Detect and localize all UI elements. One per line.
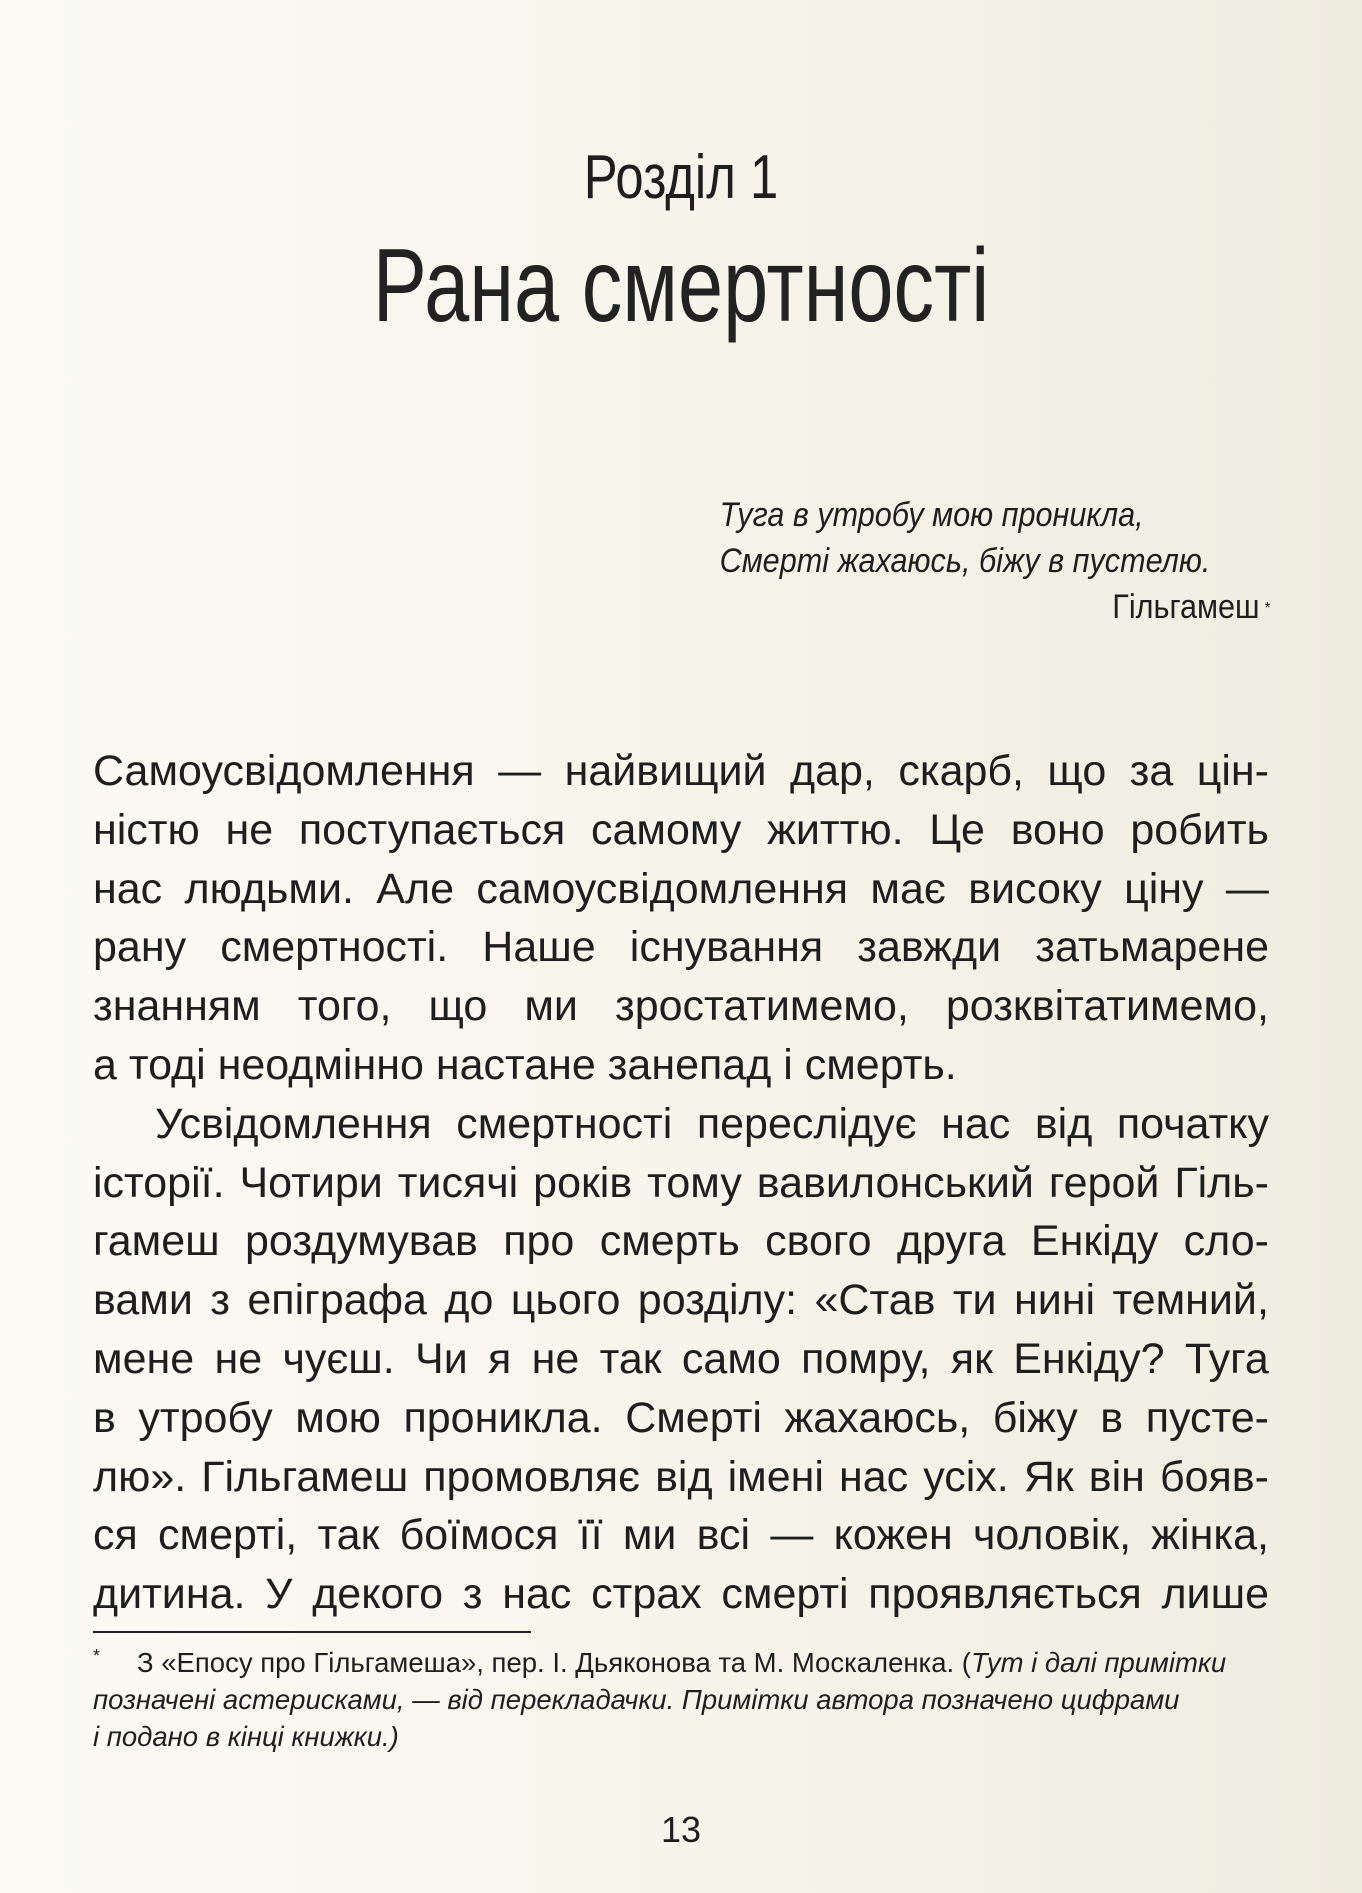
word: ми	[524, 982, 578, 1031]
word: я	[488, 1334, 512, 1383]
word: існування	[629, 923, 824, 972]
body-line	[93, 801, 1269, 860]
epigraph-author-name: Гільгамеш	[1112, 588, 1260, 626]
word: страх	[591, 1570, 702, 1619]
word: самоусвідомлення	[476, 864, 849, 913]
word: Туга	[1184, 1334, 1269, 1383]
word: з	[462, 1570, 483, 1619]
word: роздумував	[244, 1217, 478, 1266]
word: не	[531, 1334, 580, 1383]
word: промовляє	[423, 1452, 641, 1501]
word: найвищий	[564, 747, 767, 795]
word: за	[1129, 747, 1174, 795]
word: чуєш.	[282, 1334, 395, 1383]
body-line	[93, 918, 1269, 977]
epigraph-line: Смерті жахаюсь, біжу в пустелю.	[719, 542, 1211, 580]
word: «Став	[814, 1276, 936, 1325]
word: ми	[622, 1511, 677, 1560]
word: усіх.	[923, 1452, 1009, 1501]
word: цього	[510, 1276, 621, 1325]
word: —	[770, 1511, 814, 1560]
word: біжу	[992, 1393, 1078, 1442]
chapter-label: Розділ 1	[583, 143, 779, 212]
word: її	[578, 1511, 603, 1560]
body-line	[93, 1448, 1269, 1507]
word: не	[225, 805, 274, 854]
word: так	[317, 1511, 380, 1560]
word: само	[681, 1334, 781, 1383]
word: не	[214, 1334, 263, 1383]
word: історії.	[93, 1158, 225, 1207]
word: до	[444, 1276, 494, 1325]
footnote-note-italic: Тут і далі примітки	[970, 1647, 1227, 1678]
footnote-divider	[93, 1631, 531, 1633]
word: воно	[1010, 805, 1105, 854]
footnote-note-italic: і подано в кінці книжки.)	[93, 1721, 399, 1752]
word: смертності	[456, 1099, 673, 1148]
body-line	[93, 1095, 1269, 1154]
word: боїмося	[399, 1511, 559, 1560]
word: проникла.	[403, 1393, 603, 1442]
word: жахаюсь,	[784, 1393, 971, 1442]
word: ти	[952, 1276, 997, 1325]
word: переслідує	[696, 1099, 917, 1148]
word: ціну	[1124, 864, 1204, 913]
word: Гіль-	[1174, 1158, 1269, 1207]
body-line	[93, 742, 1269, 801]
word: життю.	[767, 805, 904, 854]
epigraph-line: Туга в утробу мою проникла,	[719, 496, 1144, 534]
word: що	[1047, 747, 1107, 795]
word: років	[533, 1158, 633, 1207]
word: У	[265, 1570, 293, 1619]
word: лю».	[93, 1452, 187, 1501]
footnote-line	[93, 1718, 1269, 1755]
word: в	[93, 1393, 116, 1442]
word: від	[655, 1452, 713, 1501]
body-line	[93, 1330, 1269, 1389]
word: свого	[765, 1217, 872, 1266]
word: з	[210, 1276, 230, 1325]
word: як	[950, 1334, 993, 1383]
word: —	[1225, 864, 1269, 913]
word: знанням	[93, 982, 261, 1031]
footnote-line	[93, 1681, 1269, 1718]
body-line	[93, 1389, 1269, 1448]
word: Гільгамеш	[201, 1452, 409, 1501]
footnote-note-italic: позначені астерисками, — від перекладачки. Примітки автора позначено цифрами	[93, 1684, 1180, 1715]
body-line	[93, 860, 1269, 919]
word: імені	[727, 1452, 824, 1501]
word: смерті,	[158, 1511, 298, 1560]
word: рану	[93, 923, 187, 972]
word: нас	[502, 1570, 572, 1619]
word: нас	[941, 1099, 1011, 1148]
word: проявляється	[868, 1570, 1142, 1619]
word: мою	[295, 1393, 381, 1442]
word: пусте-	[1145, 1393, 1269, 1442]
footnote	[93, 1644, 1269, 1755]
body-line: а тоді неодмінно настане занепад і смерть.	[93, 1040, 957, 1089]
word: кожен	[833, 1511, 953, 1560]
body-line	[93, 1271, 1269, 1330]
word: смерті	[721, 1570, 849, 1619]
epigraph-author	[667, 584, 1274, 630]
word: ся	[93, 1511, 138, 1560]
word: розділу:	[637, 1276, 798, 1325]
word: Це	[929, 805, 985, 854]
word: гамеш	[93, 1217, 220, 1266]
word: утробу	[138, 1393, 273, 1442]
word: поступається	[298, 805, 566, 854]
word: Смерті	[625, 1393, 762, 1442]
body-text	[93, 742, 1269, 1624]
word: жінка,	[1151, 1511, 1269, 1560]
word: чоловік,	[973, 1511, 1132, 1560]
footnote-line	[93, 1644, 1269, 1681]
word: про	[503, 1217, 575, 1266]
word: що	[428, 982, 488, 1031]
word: має	[870, 864, 946, 913]
word: ністю	[93, 805, 200, 854]
word: Чи	[415, 1334, 468, 1383]
word: герой	[1048, 1158, 1160, 1207]
word: в	[1100, 1393, 1124, 1442]
word: Енкіду?	[1013, 1334, 1165, 1383]
word: високу	[968, 864, 1102, 913]
word: людьми.	[184, 864, 354, 913]
word: декого	[312, 1570, 444, 1619]
word: смертності.	[220, 923, 449, 972]
word: помру,	[801, 1334, 931, 1383]
word: робить	[1130, 805, 1269, 854]
footnote-marker: *	[93, 1646, 101, 1666]
word: епіграфа	[247, 1276, 427, 1325]
body-line	[93, 1506, 1269, 1565]
word: всі	[696, 1511, 751, 1560]
body-line	[93, 977, 1269, 1036]
word: Наше	[482, 923, 596, 972]
word: лише	[1161, 1570, 1269, 1619]
word: завжди	[857, 923, 1002, 972]
word: вами	[93, 1276, 193, 1325]
word: зростатимемо,	[614, 982, 909, 1031]
word: Чотири	[239, 1158, 383, 1207]
footnote-reference: *	[1264, 600, 1271, 617]
word: скарб,	[898, 747, 1024, 795]
word: тисячі	[397, 1158, 519, 1207]
word: Але	[376, 864, 454, 913]
word: нині	[1013, 1276, 1096, 1325]
body-line	[93, 1212, 1269, 1271]
word: затьмарене	[1035, 923, 1269, 972]
body-line	[93, 1154, 1269, 1213]
word: Усвідомлення	[155, 1099, 432, 1148]
word: друга	[896, 1217, 1006, 1266]
word: самому	[590, 805, 742, 854]
word: того,	[297, 982, 392, 1031]
word: смерть	[599, 1217, 740, 1266]
word: дар,	[790, 747, 875, 795]
word: нас	[93, 864, 163, 913]
word: Як	[1023, 1452, 1074, 1501]
word: розквітатимемо,	[945, 982, 1269, 1031]
word: вавилонський	[756, 1158, 1034, 1207]
body-line	[93, 1565, 1269, 1624]
word: темний,	[1112, 1276, 1269, 1325]
footnote-source: З «Епосу про Гільгамеша», пер. І. Дьяконова та М. Москаленка. (	[137, 1647, 971, 1678]
word: бояв-	[1159, 1452, 1269, 1501]
word: він	[1088, 1452, 1145, 1501]
word: так	[599, 1334, 662, 1383]
word: цін-	[1196, 747, 1269, 795]
epigraph	[667, 492, 1274, 630]
word: початку	[1116, 1099, 1269, 1148]
word: дитина.	[93, 1570, 246, 1619]
word: —	[498, 747, 542, 795]
word: Самоусвідомлення	[93, 747, 475, 795]
word: мене	[93, 1334, 195, 1383]
page-number: 13	[660, 1809, 702, 1850]
word: Енкіду	[1030, 1217, 1159, 1266]
chapter-title: Рана смертності	[372, 228, 990, 344]
word: від	[1034, 1099, 1093, 1148]
word: нас	[839, 1452, 909, 1501]
word: тому	[647, 1158, 742, 1207]
word: сло-	[1183, 1217, 1269, 1266]
